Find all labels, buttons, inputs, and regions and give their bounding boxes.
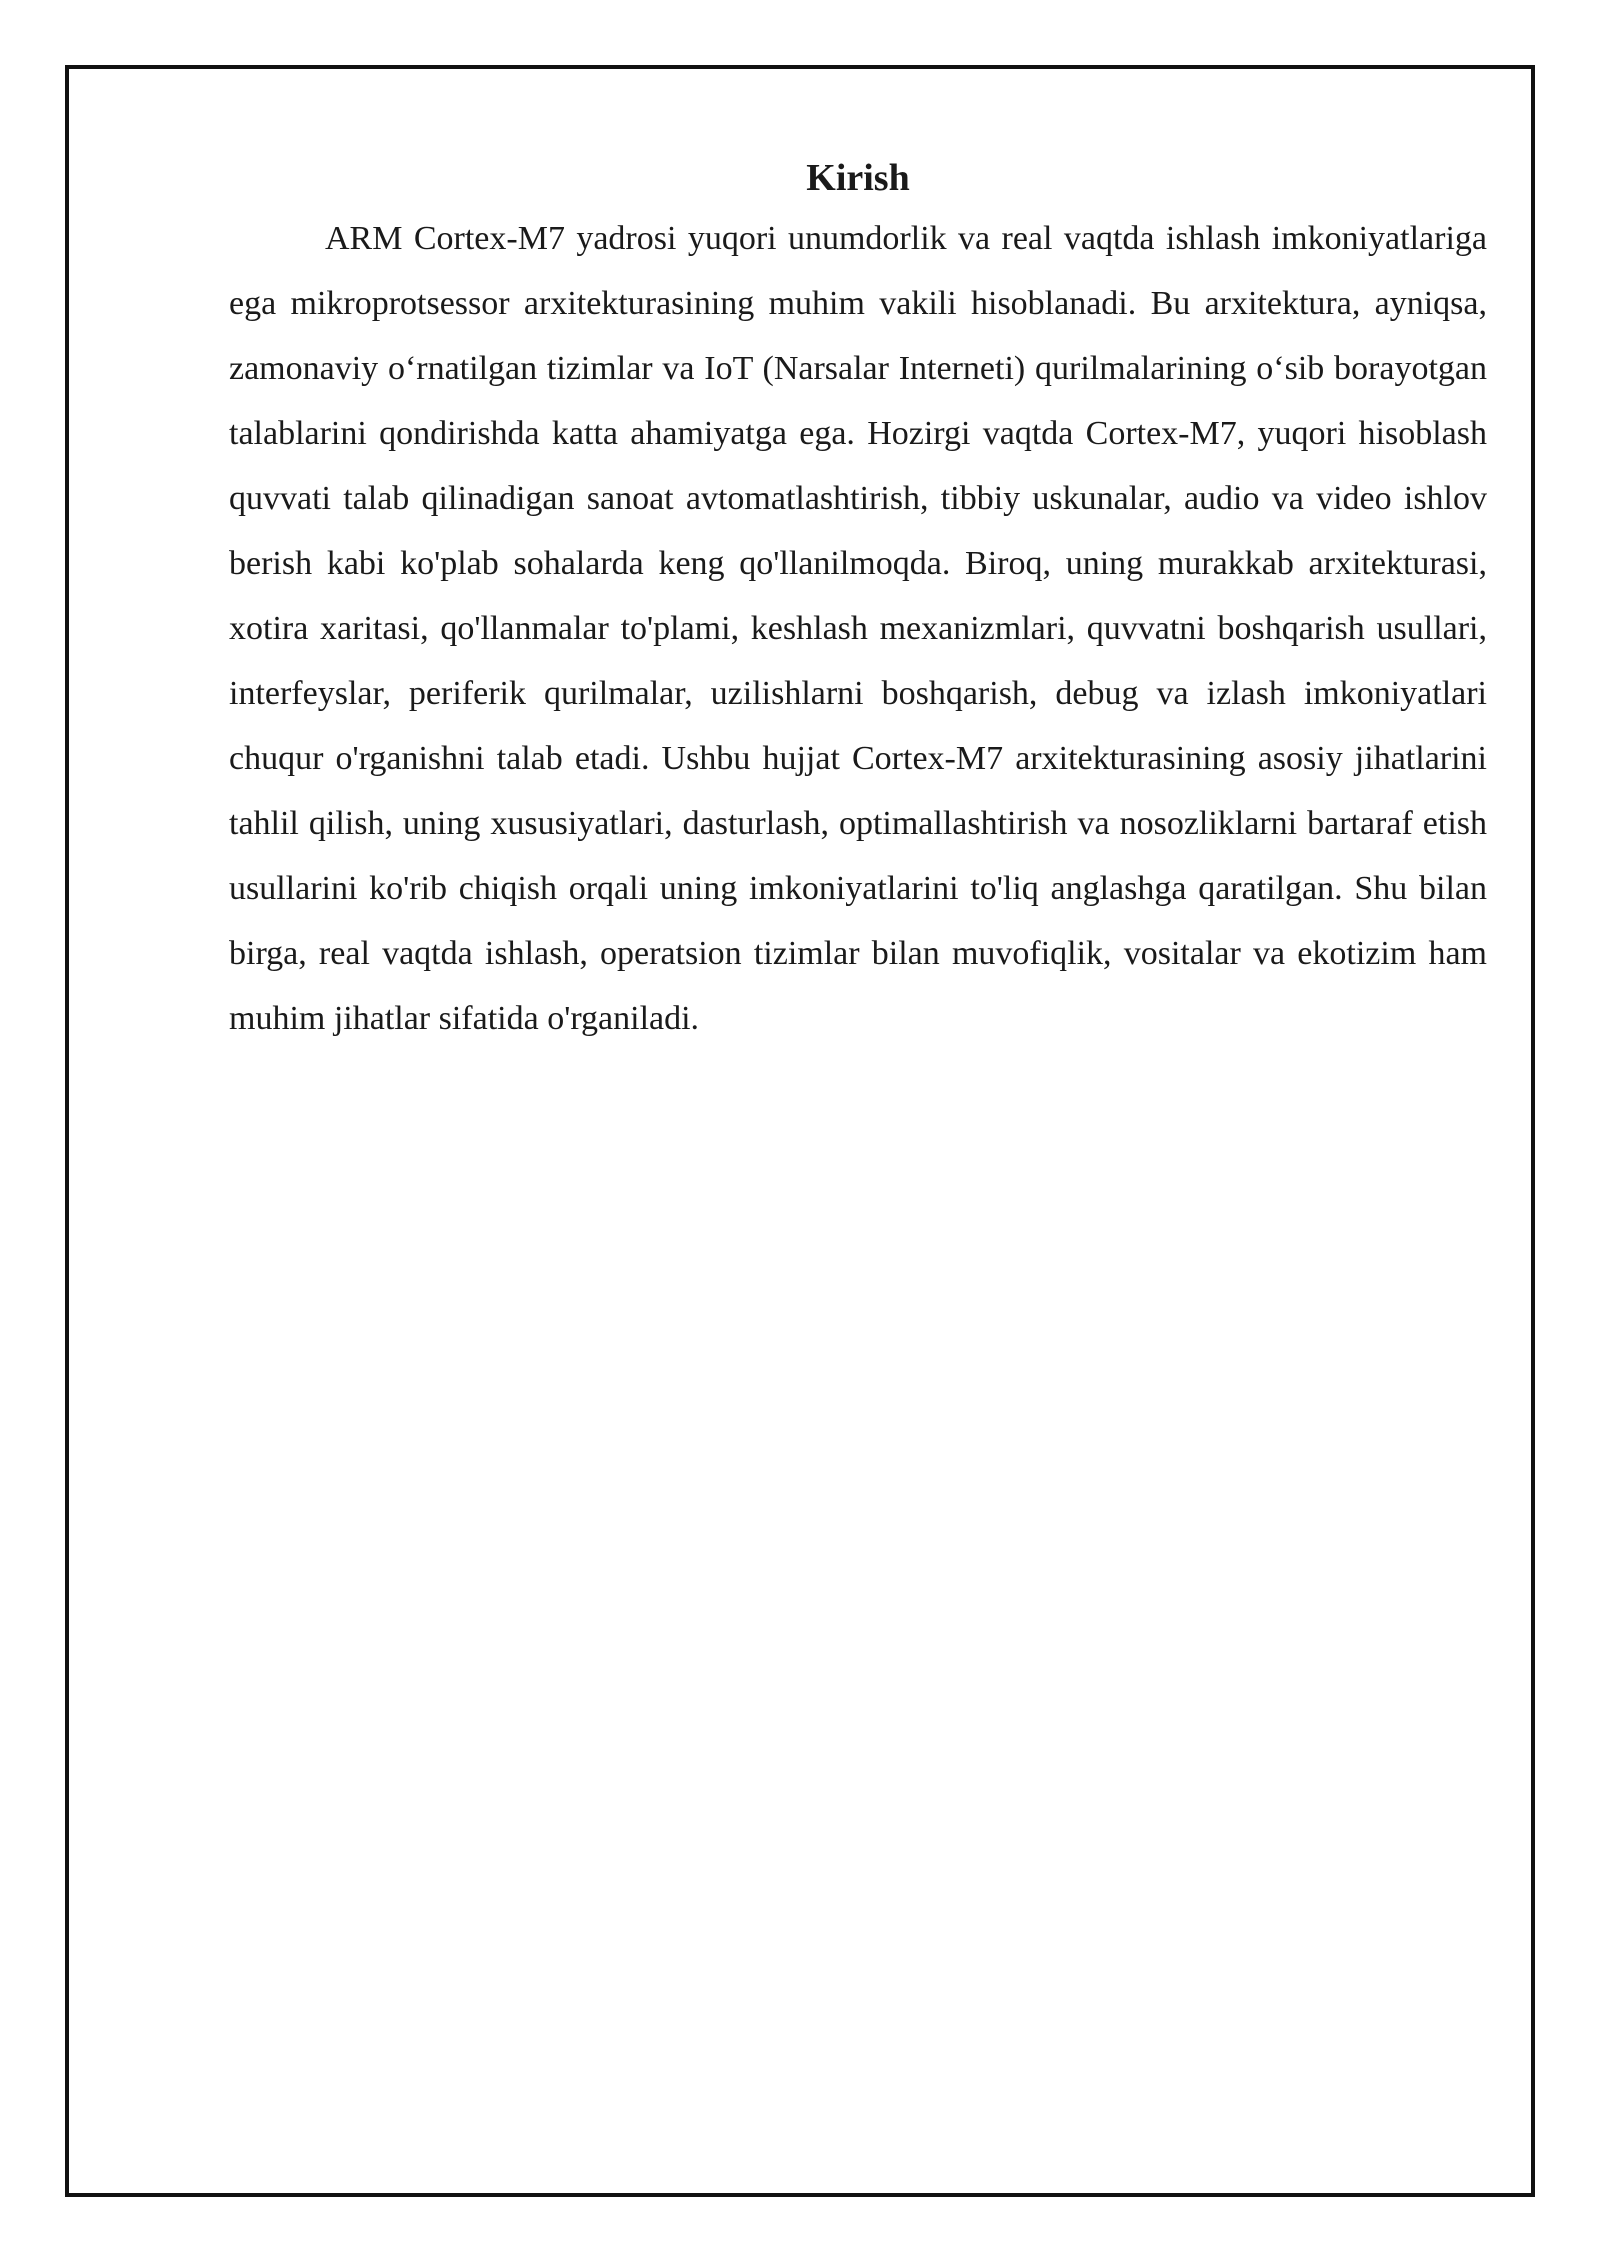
document-title: Kirish xyxy=(806,157,910,199)
document-body xyxy=(229,150,1487,1051)
body-paragraph: ARM Cortex-M7 yadrosi yuqori unumdorlik va real vaqtda ishlash imkoniyatlariga ega mikroprotsessor arxitekturasining muhim vakili hisoblanadi. Bu arxitektura, ayniqsa, zamonaviy o‘rnatilgan tizimlar va IoT (Narsalar Interneti) qurilmalarining o‘sib borayotgan talablarini qondirishda katta ahamiyatga ega. Hozirgi vaqtda Cortex-M7, yuqori hisoblash quvvati talab qilinadigan sanoat avtomatlashtirish, tibbiy uskunalar, audio va video ishlov berish kabi ko'plab sohalarda keng qo'llanilmoqda. Biroq, uning murakkab arxitekturasi, xotira xaritasi, qo'llanmalar to'plami, keshlash mexanizmlari, quvvatni boshqarish usullari, interfeyslar, periferik qurilmalar, uzilishlarni boshqarish, debug va izlash imkoniyatlari chuqur o'rganishni talab etadi. Ushbu hujjat Cortex-M7 arxitekturasining asosiy jihatlarini tahlil qilish, uning xususiyatlari, dasturlash, optimallashtirish va nosozliklarni bartaraf etish usullarini ko'rib chiqish orqali uning imkoniyatlarini to'liq anglashga qaratilgan. Shu bilan birga, real vaqtda ishlash, operatsion tizimlar bilan muvofiqlik, vositalar va ekotizim ham muhim jihatlar sifatida o'rganiladi. xyxy=(229,220,1487,1037)
